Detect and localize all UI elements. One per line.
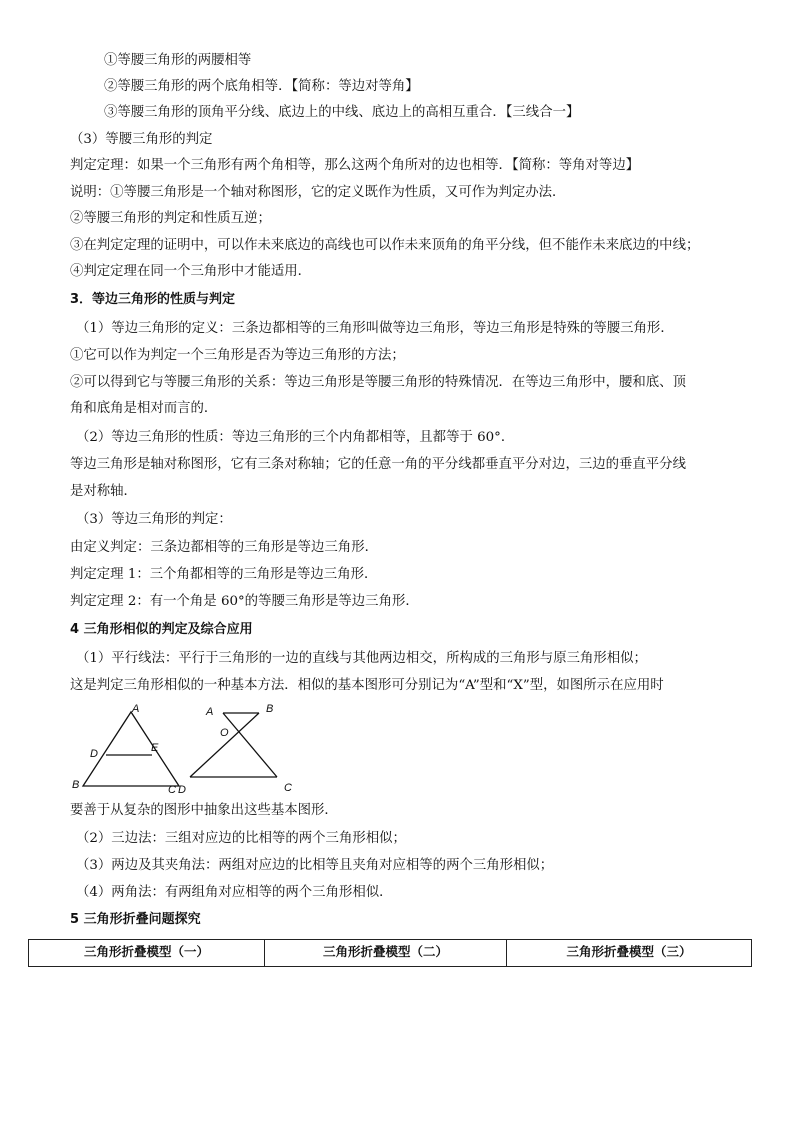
- text-line: （2）三边法：三组对应边的比相等的两个三角形相似；: [76, 831, 406, 846]
- text-line: （1）平行线法：平行于三角形的一边的直线与其他两边相交，所构成的三角形与原三角形相似；: [76, 651, 647, 666]
- text-line: ③等腰三角形的顶角平分线、底边上的中线、底边上的高相互重合．【三线合一】: [104, 105, 580, 120]
- text-line: 判定定理 1：三个角都相等的三角形是等边三角形．: [70, 567, 378, 582]
- text-line: 角和底角是相对而言的．: [70, 401, 218, 416]
- text-line: 等边三角形是轴对称图形，它有三条对称轴；它的任意一角的平分线都垂直平分对边，三边的垂直平分线: [70, 457, 686, 472]
- label-d: D: [178, 784, 186, 796]
- table-header-cell: 三角形折叠模型（一）: [29, 940, 265, 967]
- text-line: 要善于从复杂的图形中抽象出这些基本图形．: [70, 803, 338, 818]
- label-c: C: [284, 782, 292, 794]
- text-line: ①它可以作为判定一个三角形是否为等边三角形的方法；: [70, 348, 405, 363]
- folding-models-table: [28, 939, 752, 967]
- label-b: B: [266, 703, 274, 715]
- table-header-cell: 三角形折叠模型（二）: [265, 940, 507, 967]
- section-heading: 5 三角形折叠问题探究: [70, 912, 201, 927]
- label-o: O: [220, 727, 229, 739]
- segment-bd: [190, 713, 259, 777]
- text-line: ①等腰三角形的两腰相等: [104, 53, 252, 68]
- text-line: 说明：①等腰三角形是一个轴对称图形，它的定义既作为性质，又可作为判定办法．: [70, 185, 566, 200]
- text-line: （2）等边三角形的性质：等边三角形的三个内角都相等，且都等于 60°．: [76, 430, 515, 445]
- text-line: 判定定理 2：有一个角是 60°的等腰三角形是等边三角形．: [70, 594, 419, 609]
- table-header-cell: 三角形折叠模型（三）: [507, 940, 752, 967]
- text-line: ②等腰三角形的两个底角相等．【简称：等边对等角】: [104, 79, 419, 94]
- text-line: （1）等边三角形的定义：三条边都相等的三角形叫做等边三角形，等边三角形是特殊的等腰三角形．: [76, 321, 674, 336]
- label-b: B: [72, 779, 80, 791]
- segment-ac: [223, 713, 277, 777]
- table-row: [29, 940, 752, 967]
- text-line: （3）等边三角形的判定：: [76, 512, 232, 527]
- text-line: 判定定理：如果一个三角形有两个角相等，那么这两个角所对的边也相等．【简称：等角对等边】: [70, 158, 640, 173]
- text-line: ④判定定理在同一个三角形中才能适用．: [70, 264, 312, 279]
- x-shape-diagram: [178, 703, 292, 796]
- text-line: 这是判定三角形相似的一种基本方法．相似的基本图形可分别记为“A”型和“X”型，如图所示在应用时: [70, 678, 664, 693]
- text-line: ②可以得到它与等腰三角形的关系：等边三角形是等腰三角形的特殊情况．在等边三角形中，腰和底、顶: [70, 375, 686, 390]
- a-shape-diagram: [72, 703, 179, 796]
- text-line: ③在判定定理的证明中，可以作未来底边的高线也可以作未来顶角的角平分线，但不能作未来底边的中线；: [70, 238, 700, 253]
- text-line: 由定义判定：三条边都相等的三角形是等边三角形．: [70, 540, 378, 555]
- label-a: A: [206, 706, 214, 718]
- section-heading: 4 三角形相似的判定及综合应用: [70, 622, 253, 637]
- text-line: 是对称轴．: [70, 484, 137, 499]
- label-a: A: [132, 703, 140, 715]
- section-subheading: （3）等腰三角形的判定: [70, 132, 213, 147]
- section-heading: 3．等边三角形的性质与判定: [70, 292, 236, 307]
- label-e: E: [151, 742, 159, 754]
- label-d: D: [90, 748, 98, 760]
- similar-triangles-figure: [70, 700, 310, 796]
- text-line: （3）两边及其夹角法：两组对应边的比相等且夹角对应相等的两个三角形相似；: [76, 858, 554, 873]
- label-c: C: [168, 784, 176, 796]
- text-line: （4）两角法：有两组角对应相等的两个三角形相似．: [76, 885, 393, 900]
- text-line: ②等腰三角形的判定和性质互逆；: [70, 211, 271, 226]
